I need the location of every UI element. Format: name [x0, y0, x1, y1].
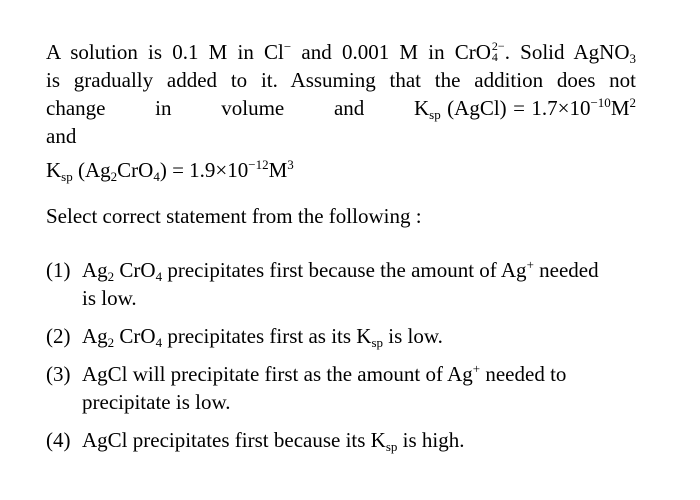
question-stem: [46, 38, 636, 184]
question-prompt: Select correct statement from the following :: [46, 204, 422, 228]
stem-text: (Ag: [72, 158, 111, 182]
option-text: [82, 322, 636, 350]
option-2[interactable]: [46, 322, 636, 350]
option-text-part: CrO: [114, 324, 156, 348]
option-3[interactable]: [46, 360, 636, 416]
option-text: [82, 256, 636, 312]
question-block: [46, 38, 636, 464]
subscript: 4: [155, 269, 163, 284]
stem-text: CrO: [117, 158, 154, 182]
ksp-chromate-line: [46, 156, 636, 184]
ksp-subscript: sp: [385, 439, 398, 454]
option-text-part: precipitates first as its K: [162, 324, 372, 348]
chromate-scripts: [492, 41, 505, 63]
stem-text: . Solid AgNO: [504, 40, 630, 64]
ksp-subscript: sp: [371, 335, 384, 350]
option-text-part: Ag: [82, 258, 108, 282]
exponent: 2: [629, 95, 636, 110]
option-text: [82, 426, 636, 454]
stem-text: (AgCl) = 1.7×10: [440, 96, 591, 120]
subscript: 2: [107, 335, 115, 350]
stem-text: change in volume and K: [46, 96, 430, 120]
option-text-part: CrO: [114, 258, 156, 282]
unit: M: [268, 158, 288, 182]
exponent: 3: [287, 157, 294, 172]
ksp-subscript: sp: [429, 107, 441, 122]
option-number: (1): [46, 258, 71, 282]
option-text-part: is low.: [383, 324, 443, 348]
subscript: 4: [153, 169, 160, 184]
stem-line-2: is gradually added to it. Assuming that the addition does not: [46, 68, 636, 92]
charge: +: [526, 257, 534, 272]
option-4[interactable]: [46, 426, 636, 454]
exponent: −10: [590, 95, 611, 110]
option-text-part: Ag: [82, 324, 108, 348]
option-text-part: precipitates first because the amount of Ag: [162, 258, 527, 282]
stem-text: and: [46, 124, 77, 148]
option-text-continuation: precipitate is low.: [82, 390, 231, 414]
option-text-continuation: is low.: [82, 286, 137, 310]
option-text-part: AgCl will precipitate first as the amount of Ag: [82, 362, 473, 386]
subscript: 4: [155, 335, 163, 350]
chromate-ion: [491, 38, 505, 66]
option-text-part: is high.: [397, 428, 465, 452]
chromate-charge: 2−: [491, 39, 505, 54]
nitrate-subscript: 3: [629, 51, 637, 66]
exponent: −12: [248, 157, 269, 172]
stem-line-3: [46, 94, 636, 150]
subscript: 2: [110, 169, 118, 184]
subscript: 2: [107, 269, 115, 284]
stem-line-1: [46, 38, 636, 66]
stem-text: A solution is 0.1 M in Cl: [46, 40, 284, 64]
option-1[interactable]: [46, 256, 636, 312]
charge: +: [472, 361, 481, 376]
stem-text: K: [46, 158, 62, 182]
chromate-subscript: 4: [491, 50, 498, 65]
option-text-part: needed to: [480, 362, 567, 386]
ksp-subscript: sp: [61, 169, 73, 184]
option-text: [82, 360, 636, 416]
unit: M: [610, 96, 630, 120]
option-number: (2): [46, 324, 71, 348]
chloride-charge: −: [283, 39, 292, 54]
option-number: (4): [46, 428, 71, 452]
option-number: (3): [46, 362, 71, 386]
option-text-part: needed: [533, 258, 599, 282]
stem-text: ) = 1.9×10: [159, 158, 249, 182]
stem-text: and 0.001 M in CrO: [291, 40, 491, 64]
options-list: [46, 256, 636, 454]
option-text-part: AgCl precipitates first because its K: [82, 428, 386, 452]
